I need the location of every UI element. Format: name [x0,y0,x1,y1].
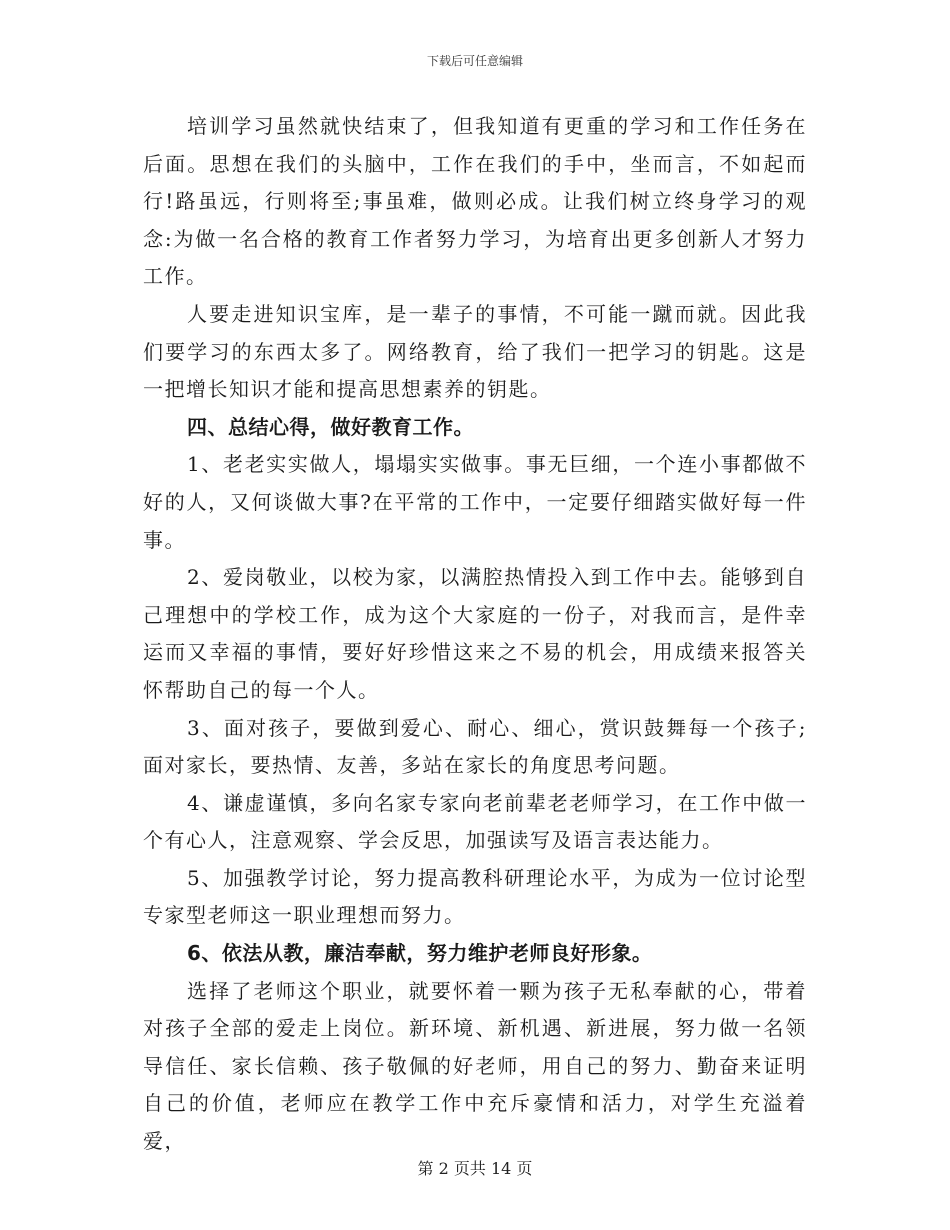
paragraph: 3、面对孩子，要做到爱心、耐心、细心，赏识鼓舞每一个孩子;面对家长，要热情、友善，多站在家长的角度思考问题。 [143,715,807,778]
section-heading: 四、总结心得，做好教育工作。 [187,414,474,439]
paragraph: 人要走进知识宝库，是一辈子的事情，不可能一蹴而就。因此我们要学习的东西太多了。网络教育，给了我们一把学习的钥匙。这是一把增长知识才能和提高思想素养的钥匙。 [143,301,807,402]
document-body [143,108,807,1161]
paragraph: 4、谦虚谨慎，多向名家专家向老前辈老老师学习，在工作中做一个有心人，注意观察、学会反思，加强读写及语言表达能力。 [143,790,807,853]
section-heading: 6、依法从教，廉洁奉献，努力维护老师良好形象。 [187,941,653,966]
paragraph: 培训学习虽然就快结束了，但我知道有更重的学习和工作任务在后面。思想在我们的头脑中，工作在我们的手中，坐而言，不如起而行!路虽远，行则将至;事虽难，做则必成。让我们树立终身学习的观念:为做一名合格的教育工作者努力学习，为培育出更多创新人才努力工作。 [143,114,807,289]
paragraph: 选择了老师这个职业，就要怀着一颗为孩子无私奉献的心，带着对孩子全部的爱走上岗位。新环境、新机遇、新进展，努力做一名领导信任、家长信赖、孩子敬佩的好老师，用自己的努力、勤奋来证明自己的价值，老师应在教学工作中充斥豪情和活力，对学生充溢着爱， [143,978,807,1154]
page-header: 下载后可任意编辑 [426,54,523,68]
paragraph: 1、老老实实做人，塌塌实实做事。事无巨细，一个连小事都做不好的人，又何谈做大事?在平常的工作中，一定要仔细踏实做好每一件事。 [143,452,807,552]
paragraph: 5、加强教学讨论，努力提高教科研理论水平，为成为一位讨论型专家型老师这一职业理想而努力。 [143,865,807,928]
page-footer: 第 2 页共 14 页 [417,1159,533,1178]
paragraph: 2、爱岗敬业，以校为家，以满腔热情投入到工作中去。能够到自己理想中的学校工作，成为这个大家庭的一份子，对我而言，是件幸运而又幸福的事情，要好好珍惜这来之不易的机会，用成绩来报答关怀帮助自己的每一个人。 [143,565,807,702]
